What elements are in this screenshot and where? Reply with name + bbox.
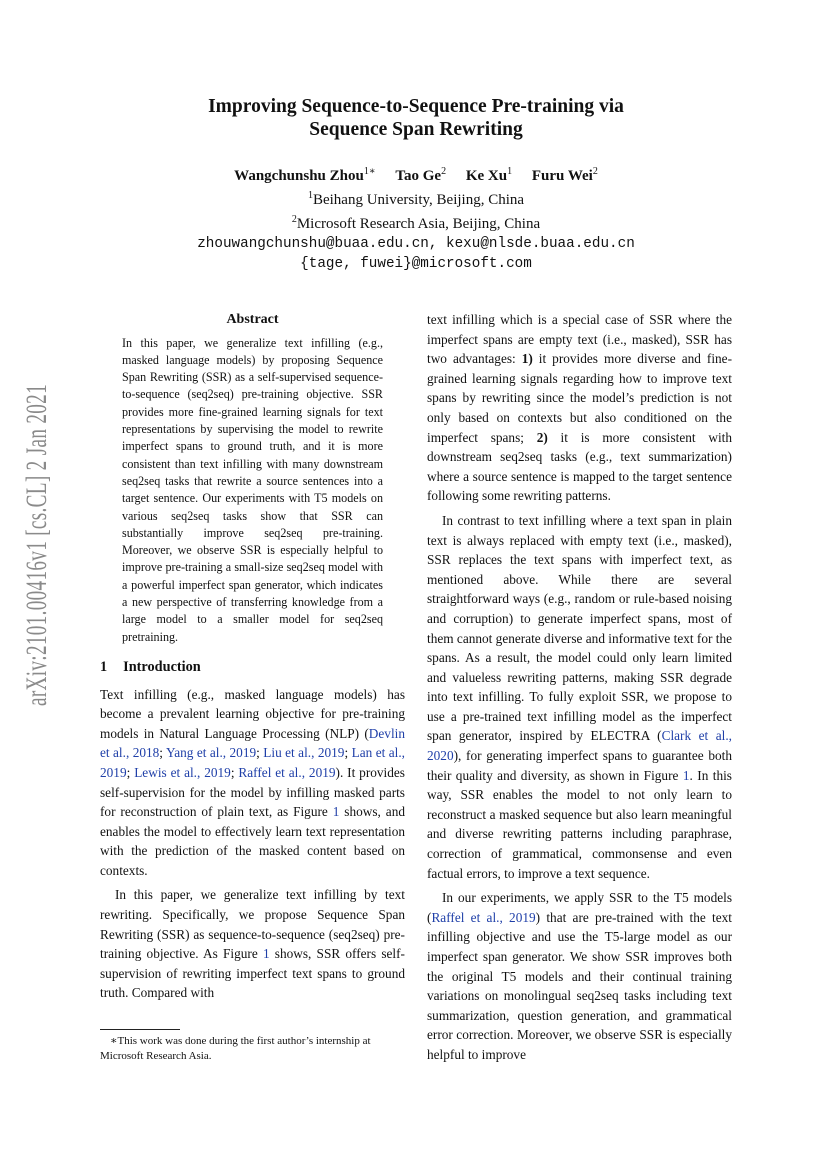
- title-line-2: Sequence Span Rewriting: [309, 119, 523, 140]
- enumeration-marker: 2): [536, 429, 548, 445]
- text-run: ;: [126, 764, 135, 780]
- figure-reference-link[interactable]: 1: [262, 946, 270, 962]
- text-run: it provides more diverse and fine-grained learning signals regarding how to improve text spans by rewriting since the model’s prediction is not only based on contexts but also conditioned on the imperfect spans;: [427, 351, 732, 445]
- author-sup: 1: [507, 166, 513, 177]
- text-run: text infilling which is a special case of SSR where the imperfect spans are empty text (i.e., masked), SSR has two advantages:: [427, 312, 732, 367]
- citation-link[interactable]: Clark et al., 2020: [427, 728, 732, 764]
- author: [466, 168, 512, 184]
- right-paragraph-1: [427, 310, 732, 506]
- citation-link[interactable]: Devlin et al., 2018: [100, 725, 405, 761]
- text-run: ;: [256, 745, 264, 761]
- intro-paragraph-1: [100, 685, 405, 881]
- text-run: shows, SSR offers self-supervision of rewriting imperfect text spans to ground truth. Compared with: [100, 946, 405, 1001]
- author-name: Tao Ge: [395, 168, 442, 184]
- section-heading-introduction: [100, 658, 405, 678]
- text-run: ) that are pre-trained with the text infilling objective and use the T5-large model as our imperfect span generator. We show SSR improves both the original T5 models and their continual training variations on monolingual seq2seq tasks including text summarization, question generation, and grammatical error correction. Moreover, we observe SSR is especially helpful to improve: [427, 909, 732, 1062]
- citation-link[interactable]: Lewis et al., 2019: [134, 764, 231, 780]
- text-run: ;: [344, 745, 352, 761]
- text-run: it is more consistent with downstream seq2seq tasks (e.g., text summarization) where a source sentence is mapped to the target sentence following some rewriting patterns.: [427, 429, 732, 504]
- author-sup: 2: [592, 166, 598, 177]
- footnote-rule: [100, 1029, 180, 1030]
- author-name: Wangchunshu Zhou: [234, 168, 364, 184]
- abstract-heading: Abstract: [226, 312, 279, 327]
- text-run: shows, and enables the model to effectively learn text representation with the prediction of the masked content based on contexts.: [100, 804, 406, 878]
- figure-reference-link[interactable]: 1: [332, 804, 340, 820]
- paper-header: [100, 95, 732, 274]
- right-paragraph-2: [427, 511, 732, 883]
- footnote: [100, 1029, 405, 1063]
- text-run: ;: [159, 745, 166, 761]
- section-title: Introduction: [123, 658, 201, 675]
- arxiv-identifier-text: arXiv:2101.00416v1 [cs.CL] 2 Jan 2021: [20, 380, 53, 706]
- affiliation-1: [100, 186, 732, 210]
- email-line-2: {tage, fuwei}@microsoft.com: [300, 256, 532, 272]
- affiliation-text: Microsoft Research Asia, Beijing, China: [296, 216, 541, 232]
- section-number: 1: [100, 658, 108, 675]
- enumeration-marker: 1): [521, 351, 533, 367]
- figure-reference-link[interactable]: 1: [682, 767, 690, 783]
- right-column: [427, 310, 732, 1065]
- author: [395, 168, 446, 184]
- citation-link[interactable]: Liu et al., 2019: [263, 745, 345, 761]
- text-run: . In this way, SSR enables the model to not only learn to reconstruct a masked sequence but also learn meaningful and diverse rewriting patterns including paraphrase, correction of grammatical, commonsense and even factual errors, to improve a text sequence.: [427, 767, 732, 881]
- citation-link[interactable]: Raffel et al., 2019: [431, 909, 536, 925]
- text-run: ), for generating imperfect spans to guarantee both their quality and diversity, as shown in Figure: [427, 748, 732, 783]
- author: [532, 168, 598, 184]
- email-line-1: zhouwangchunshu@buaa.edu.cn, kexu@nlsde.buaa.edu.cn: [197, 236, 635, 252]
- left-column: [100, 310, 405, 1003]
- author-sup: 1∗: [363, 166, 376, 177]
- abstract-text: In this paper, we generalize text infilling (e.g., masked language models) by proposing Sequence Span Rewriting (SSR) as a self-supervised sequence-to-sequence (seq2seq) pre-training objective. SSR provides more fine-grained learning signals for text representations by supervising the model to rewrite imperfect spans to ground truth, and it is more consistent than text infilling with many downstream seq2seq tasks that rewrite a source sentences into a target sentence. Our experiments with T5 models on various seq2seq tasks show that SSR can substantially improve seq2seq pre-training. Moreover, we observe SSR is especially helpful to improve pre-training a small-size seq2seq model with a powerful imperfect span generator, which indicates a new perspective of transferring knowledge from a large model to a smaller model for seq2seq pretraining.: [122, 335, 383, 644]
- citation-link[interactable]: Raffel et al., 2019: [238, 764, 336, 780]
- text-run: In contrast to text infilling where a text span in plain text is always replaced with empty text (i.e., masked), SSR replaces the text spans with imperfect text, as mentioned above. While there are several straightforward ways (e.g., random or rule-based noising and corruption) to generate imperfect spans, most of them cannot generate diverse and informative text for the spans. As a result, the model could only learn limited and valueless rewriting patterns, making SSR degrade into text infilling. To fully exploit SSR, we propose to use a pre-trained text infilling model as the imperfect span generator, inspired by ELECTRA (: [427, 512, 732, 744]
- intro-paragraph-2: [100, 885, 405, 1003]
- text-run: ). It provides self-supervision for the model by infilling masked parts for reconstruction of plain text, as Figure: [100, 764, 405, 820]
- affiliation-sup: 1: [307, 190, 313, 201]
- text-run: ;: [230, 764, 239, 780]
- footnote-text: ∗This work was done during the first author’s internship at Microsoft Research Asia.: [100, 1035, 371, 1062]
- right-paragraph-3: [427, 888, 732, 1064]
- author-name: Ke Xu: [465, 168, 508, 184]
- paper-title: [100, 95, 732, 141]
- title-line-1: Improving Sequence-to-Sequence Pre-training via: [208, 96, 624, 117]
- arxiv-identifier: [14, 380, 58, 710]
- citation-link[interactable]: Lan et al., 2019: [100, 745, 405, 780]
- text-run: In this paper, we generalize text infilling by text rewriting. Specifically, we propose Sequence Span Rewriting (SSR) as sequence-to-sequence (seq2seq) pre-training objective. As Figure: [100, 887, 405, 962]
- author-list: [100, 162, 732, 186]
- author-sup: 2: [441, 166, 447, 177]
- text-run: In our experiments, we apply SSR to the T5 models (: [427, 890, 732, 925]
- citation-link[interactable]: Yang et al., 2019: [165, 745, 257, 761]
- text-run: Text infilling (e.g., masked language models) has become a prevalent learning objective for pre-training models in Natural Language Processing (NLP) (: [100, 686, 405, 741]
- affiliation-2: [100, 210, 732, 234]
- author-name: Furu Wei: [531, 168, 593, 184]
- author: [234, 168, 375, 184]
- affiliation-sup: 2: [291, 214, 297, 225]
- arxiv-identifier-svg: [14, 380, 58, 710]
- affiliation-text: Beihang University, Beijing, China: [312, 192, 525, 208]
